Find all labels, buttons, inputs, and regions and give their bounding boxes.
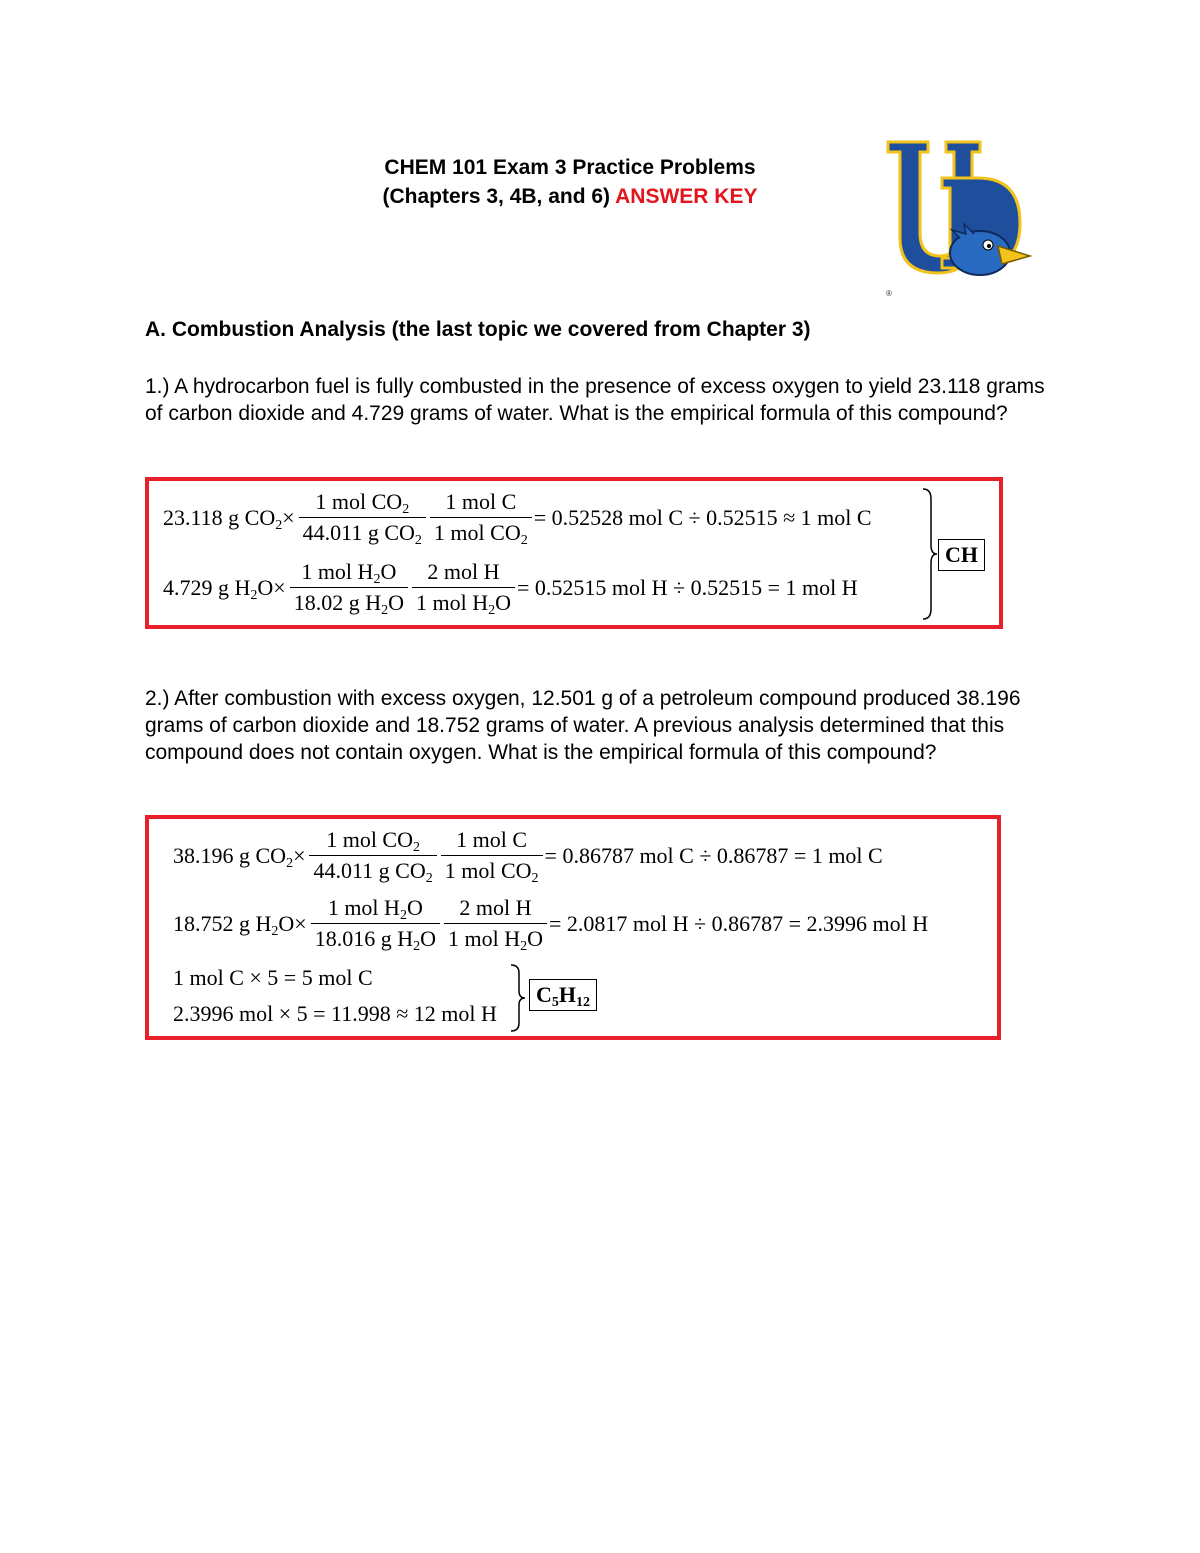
q2-line-3: 1 mol C × 5 = 5 mol C (173, 965, 373, 990)
ud-logo-icon (880, 138, 1035, 298)
question-2-text: 2.) After combustion with excess oxygen, 12.501 g of a petroleum compound produced 38.196 grams of carbon dioxide and 18.752 grams of water. A previous analysis determined that this compound does not contain oxygen. What is the empirical formula of this compound? (145, 687, 1021, 764)
q2-empirical-formula: $C_5H_{12}$ (529, 979, 597, 1011)
q1-answer-box (145, 477, 1003, 629)
q1-brace-icon (921, 487, 939, 621)
answer-key-label: ANSWER KEY (615, 185, 758, 208)
q2-equation-row-2: 18.752 g $H_2O\times$ $\frac{1 mol H_2O}{18.016 g H_2O}$ $\frac{\text{2 mol H}}{1 mol H_2O}$ = 2.0817 mol H ÷ 0.86787 = 2.3996 mol H (173, 895, 929, 954)
q2-equation-row-1: 38.196 g $CO_2\times$ $\frac{1 mol CO_2}{44.011 g CO_2}$ $\frac{\text{1 mol C}}{1 mol CO_2}$ = 0.86787 mol C ÷ 0.86787 = 1 mol C (173, 827, 883, 886)
title-line-1: CHEM 101 Exam 3 Practice Problems (384, 156, 756, 179)
title-line-2: (Chapters 3, 4B, and 6) ANSWER KEY (382, 185, 758, 208)
q2-line-4: 2.3996 mol × 5 = 11.998 ≈ 12 mol H (173, 1001, 497, 1026)
question-1-text: 1.) A hydrocarbon fuel is fully combusted in the presence of excess oxygen to yield 23.118 grams of carbon dioxide and 4.729 grams of water. What is the empirical formula of this compound? (145, 375, 1045, 425)
q1-empirical-formula: CH (938, 539, 985, 571)
section-heading: A. Combustion Analysis (the last topic we covered from Chapter 3) (145, 318, 811, 341)
q1-equation-row-1: 23.118 g $CO_2\times$ $\frac{1 mol CO_2}{44.011 g CO_2}$ $\frac{\text{1 mol C}}{1 mol CO_2}$ = 0.52528 mol C ÷ 0.52515 ≈ 1 mol C (163, 489, 872, 548)
q2-answer-box (145, 815, 1001, 1040)
q2-brace-icon (509, 963, 527, 1033)
q1-equation-row-2: 4.729 g $H_2O\times$ $\frac{1 mol H_2O}{18.02 g H_2O}$ $\frac{\text{2 mol H}}{1 mol H_2O}$ = 0.52515 mol H ÷ 0.52515 = 1 mol H (163, 559, 858, 618)
svg-text:®: ® (886, 289, 892, 298)
